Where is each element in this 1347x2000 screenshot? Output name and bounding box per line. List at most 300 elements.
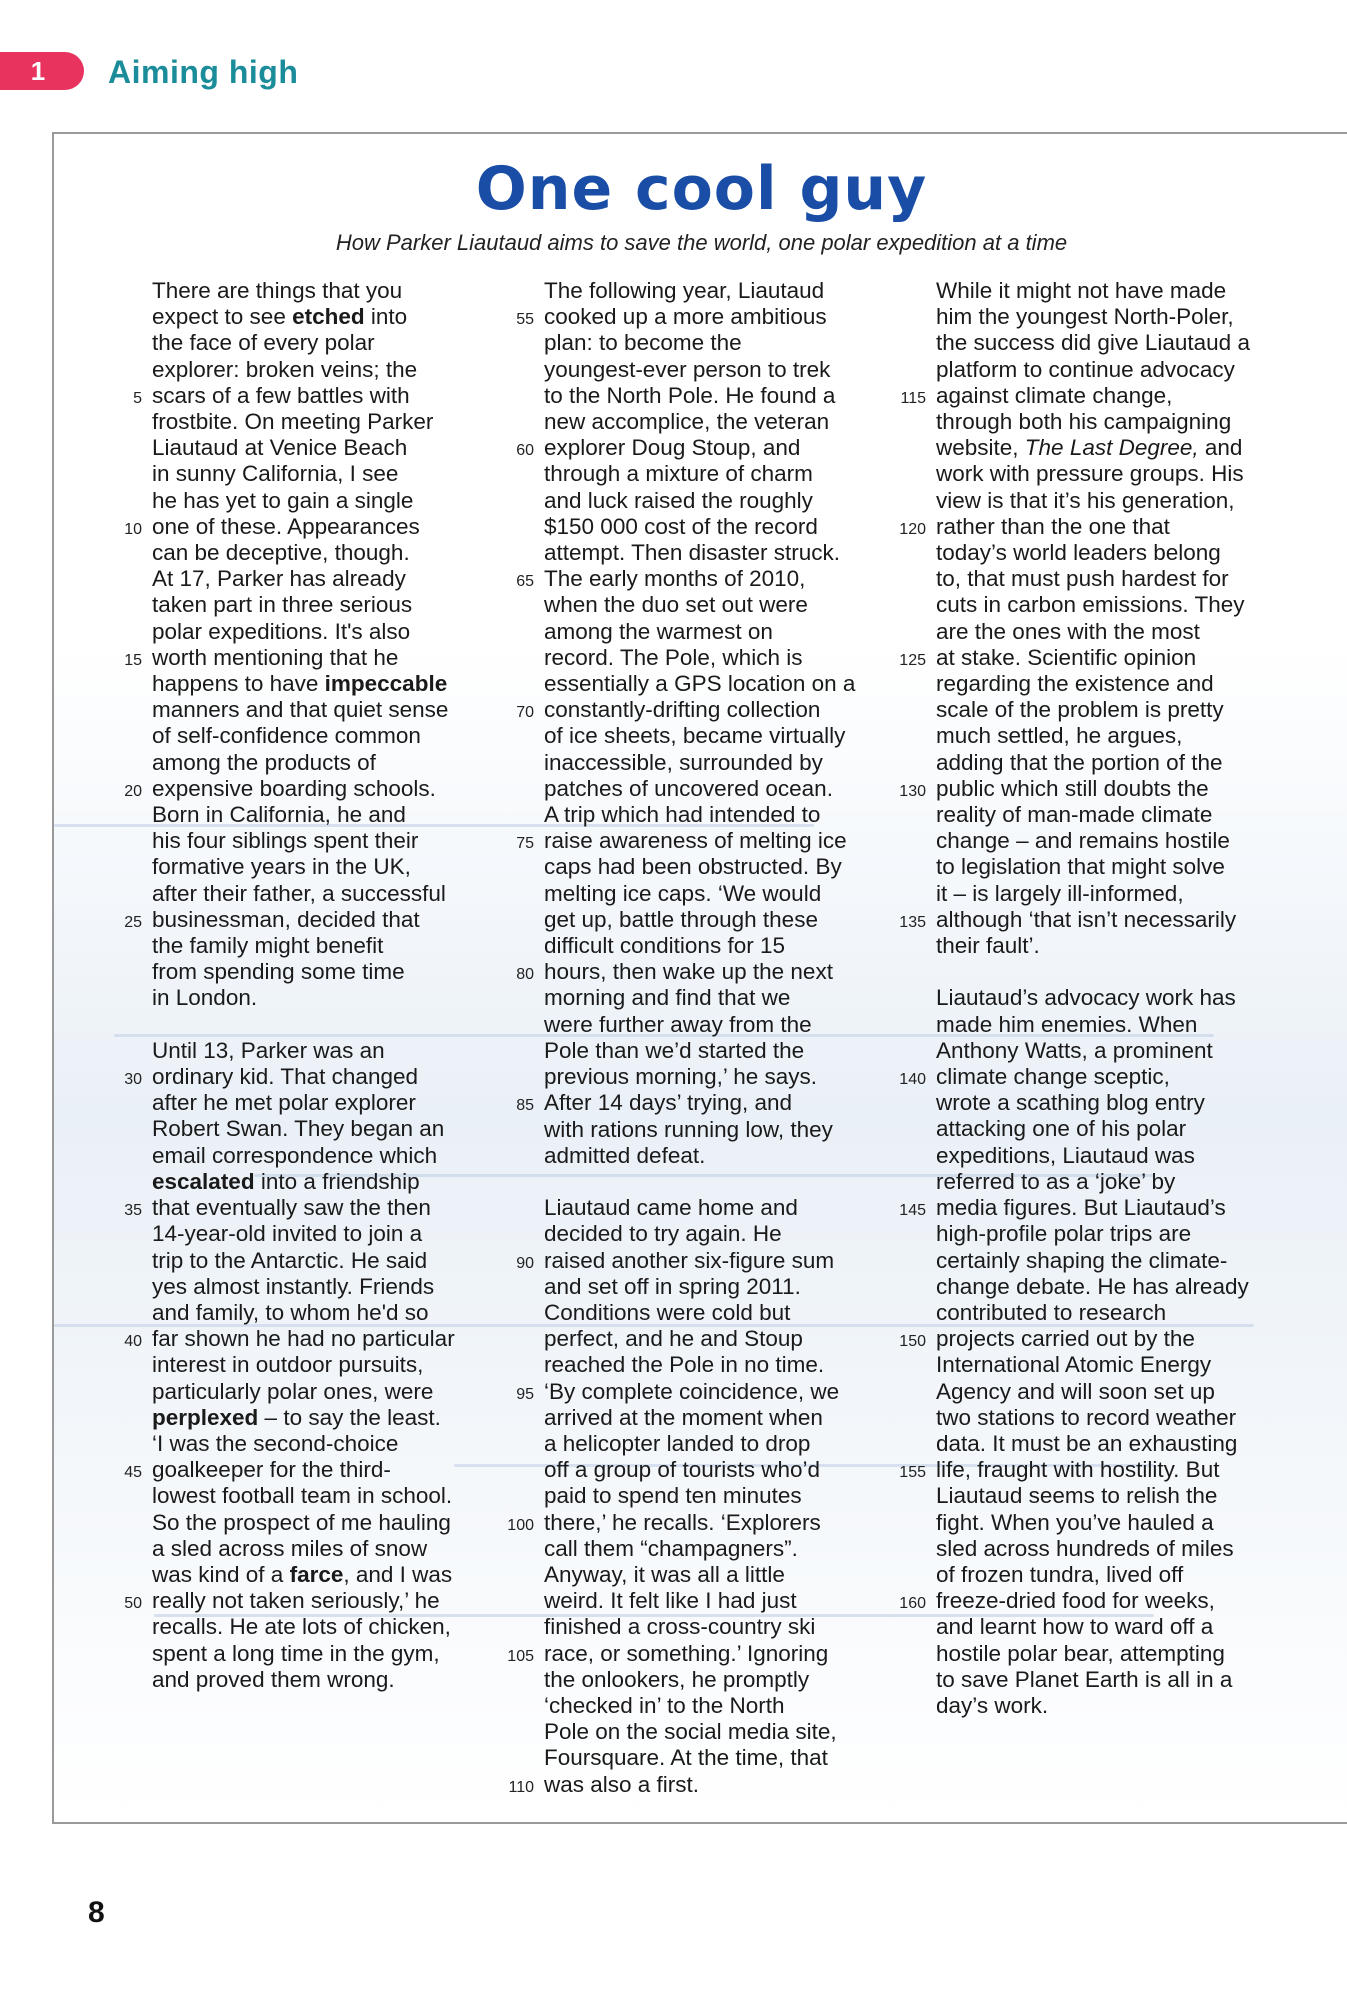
- text-line: [936, 1562, 1276, 1588]
- text-line: [899, 1326, 1276, 1352]
- line-number: 15: [124, 651, 142, 669]
- line-text: the family might benefit: [152, 933, 384, 959]
- text-line: [152, 1510, 492, 1536]
- line-number: 100: [507, 1516, 534, 1534]
- text-line: [544, 1536, 884, 1562]
- line-number: 80: [516, 966, 534, 984]
- line-text: goalkeeper for the third-: [152, 1457, 391, 1483]
- line-text: and luck raised the roughly: [544, 487, 813, 513]
- paragraph-gap: [544, 1169, 884, 1195]
- text-line: [152, 1221, 492, 1247]
- line-text: after their father, a successful: [152, 880, 446, 906]
- line-number: 35: [124, 1202, 142, 1220]
- line-text: him the youngest North-Poler,: [936, 304, 1234, 330]
- text-line: [899, 1195, 1276, 1221]
- text-line: [936, 1090, 1276, 1116]
- text-line: [152, 1431, 492, 1457]
- line-number: 105: [507, 1647, 534, 1665]
- text-line: [152, 435, 492, 461]
- line-text: today’s world leaders belong: [936, 540, 1221, 566]
- line-number: 10: [124, 520, 142, 538]
- text-line: [936, 1483, 1276, 1509]
- line-number: 120: [899, 520, 926, 538]
- line-text: Foursquare. At the time, that: [544, 1745, 828, 1771]
- text-line: [516, 959, 884, 985]
- vocabulary-word: perplexed: [152, 1404, 259, 1430]
- text-line: [544, 723, 884, 749]
- text-line: [936, 1352, 1276, 1378]
- line-text: $150 000 cost of the record: [544, 513, 818, 539]
- line-text: off a group of tourists who’d: [544, 1457, 820, 1483]
- text-line: [544, 1405, 884, 1431]
- text-line: [152, 671, 492, 697]
- line-text: Born in California, he and: [152, 802, 406, 828]
- line-text: ‘By complete coincidence, we: [544, 1378, 840, 1404]
- text-line: [544, 540, 884, 566]
- article-column-3: [899, 278, 1276, 1719]
- text-line: [152, 1143, 492, 1169]
- line-text: certainly shaping the climate-: [936, 1247, 1228, 1273]
- line-text: climate change sceptic,: [936, 1064, 1170, 1090]
- text-line: [544, 1300, 884, 1326]
- text-line: [544, 933, 884, 959]
- line-text: raised another six-figure sum: [544, 1247, 835, 1273]
- text-line: [544, 592, 884, 618]
- line-text: arrived at the moment when: [544, 1404, 823, 1430]
- article-column-2: [507, 278, 884, 1798]
- line-text: their fault’.: [936, 933, 1040, 959]
- line-text: lowest football team in school.: [152, 1483, 453, 1509]
- line-number: 85: [516, 1097, 534, 1115]
- text-line: [544, 357, 884, 383]
- text-line: [899, 775, 1276, 802]
- line-text: to legislation that might solve: [936, 854, 1225, 880]
- line-text: previous morning,’ he says.: [544, 1064, 818, 1090]
- line-text: ‘checked in’ to the North: [544, 1692, 785, 1718]
- text-line: [507, 1509, 884, 1536]
- text-line: [544, 645, 884, 671]
- line-text: manners and that quiet sense: [152, 697, 449, 723]
- line-text: regarding the existence and: [936, 671, 1214, 697]
- article-standfirst: How Parker Liautaud aims to save the world, one polar expedition at a time: [335, 230, 1068, 255]
- line-text: when the duo set out were: [544, 592, 808, 618]
- vocabulary-word: farce: [289, 1561, 344, 1587]
- text-line: [936, 330, 1276, 356]
- text-line: [544, 1038, 884, 1064]
- line-text: rather than the one that: [936, 513, 1170, 539]
- text-line: [152, 750, 492, 776]
- text-line: [544, 514, 884, 540]
- unit-title: Aiming high: [108, 54, 299, 90]
- line-text: there,’ he recalls. ‘Explorers: [544, 1509, 821, 1535]
- text-line: [152, 409, 492, 435]
- line-text: much settled, he argues,: [936, 723, 1183, 749]
- line-text: to save Planet Earth is all in a: [936, 1666, 1233, 1692]
- text-line: [516, 828, 884, 854]
- text-line: [936, 1379, 1276, 1405]
- line-text: to, that must push hardest for: [936, 566, 1229, 592]
- line-text: scale of the problem is pretty: [936, 697, 1224, 723]
- line-text: platform to continue advocacy: [936, 356, 1235, 382]
- line-number: 70: [516, 704, 534, 722]
- line-text: high-profile polar trips are: [936, 1221, 1192, 1247]
- line-text: Pole on the social media site,: [544, 1719, 837, 1745]
- line-number: 65: [516, 573, 534, 591]
- line-number: 30: [124, 1071, 142, 1089]
- text-line: [936, 488, 1276, 514]
- text-line: [152, 1562, 492, 1588]
- line-number: 55: [516, 311, 534, 329]
- line-text: ordinary kid. That changed: [152, 1064, 419, 1090]
- text-line: [936, 1405, 1276, 1431]
- line-text: view is that it’s his generation,: [936, 487, 1235, 513]
- text-line: [152, 488, 492, 514]
- line-text: interest in outdoor pursuits,: [152, 1352, 424, 1378]
- line-text: Anyway, it was all a little: [544, 1561, 785, 1587]
- line-text: in London.: [152, 985, 258, 1011]
- line-text: record. The Pole, which is: [544, 644, 803, 670]
- line-text: to the North Pole. He found a: [544, 382, 836, 408]
- text-line: [544, 671, 884, 697]
- line-text: that eventually saw the then: [152, 1195, 431, 1221]
- text-line: [936, 881, 1276, 907]
- text-line: [544, 278, 884, 304]
- text-line: [936, 357, 1276, 383]
- text-line: [124, 1195, 492, 1221]
- text-line: [936, 1667, 1276, 1693]
- line-text: among the warmest on: [544, 618, 773, 644]
- article-column-1: [124, 278, 492, 1693]
- text-line: [152, 723, 492, 749]
- text-line: [936, 697, 1276, 723]
- text-line: [152, 1483, 492, 1509]
- line-text: he has yet to gain a single: [152, 487, 414, 513]
- line-text: morning and find that we: [544, 985, 791, 1011]
- line-number: 130: [899, 782, 926, 800]
- line-text: After 14 days’ trying, and: [544, 1090, 793, 1116]
- line-text: one of these. Appearances: [152, 513, 420, 539]
- line-text: explorer: broken veins; the: [152, 356, 418, 382]
- line-text: of ice sheets, became virtually: [544, 723, 846, 749]
- line-text: inaccessible, surrounded by: [544, 749, 823, 775]
- line-text: and learnt how to ward off a: [936, 1614, 1214, 1640]
- text-line: [152, 304, 492, 330]
- line-text: although ‘that isn’t necessarily: [936, 906, 1237, 932]
- line-text: freeze-dried food for weeks,: [936, 1588, 1215, 1614]
- text-line: [152, 881, 492, 907]
- line-text: recalls. He ate lots of chicken,: [152, 1614, 451, 1640]
- line-text: businessman, decided that: [152, 906, 420, 932]
- line-number: 160: [899, 1595, 926, 1613]
- line-text: against climate change,: [936, 382, 1173, 408]
- line-text: melting ice caps. ‘We would: [544, 880, 822, 906]
- text-line: [544, 1195, 884, 1221]
- page-number: 8: [88, 1896, 105, 1929]
- line-text: day’s work.: [936, 1692, 1049, 1718]
- line-text: taken part in three serious: [152, 592, 413, 618]
- text-line: [544, 1143, 884, 1169]
- text-line: [544, 1221, 884, 1247]
- text-line: [152, 619, 492, 645]
- text-line: [936, 1536, 1276, 1562]
- line-text: raise awareness of melting ice: [544, 828, 847, 854]
- line-number: 95: [516, 1385, 534, 1403]
- text-line: [508, 1771, 884, 1798]
- text-line: [936, 671, 1276, 697]
- text-line: [936, 723, 1276, 749]
- text-line: [544, 1614, 884, 1640]
- line-text: happens to have impeccable: [152, 671, 448, 697]
- text-line: [152, 854, 492, 880]
- text-line: [152, 1352, 492, 1378]
- line-number: 110: [508, 1778, 534, 1796]
- text-line: [936, 592, 1276, 618]
- text-line: [936, 828, 1276, 854]
- text-line: [124, 1326, 492, 1352]
- line-text: among the products of: [152, 749, 376, 775]
- text-line: [152, 1274, 492, 1300]
- text-line: [544, 854, 884, 880]
- text-line: [152, 1641, 492, 1667]
- text-line: [152, 1405, 492, 1431]
- line-text: change – and remains hostile: [936, 828, 1230, 854]
- line-text: through both his campaigning: [936, 409, 1232, 435]
- text-line: [507, 1640, 884, 1667]
- text-line: [544, 1693, 884, 1719]
- line-number: 20: [124, 782, 142, 800]
- line-text: hours, then wake up the next: [544, 959, 833, 985]
- text-line: [516, 1247, 884, 1274]
- line-text: formative years in the UK,: [152, 854, 411, 880]
- line-text: adding that the portion of the: [936, 749, 1223, 775]
- text-line: [544, 1483, 884, 1509]
- line-text: the success did give Liautaud a: [936, 330, 1250, 356]
- text-line: [936, 304, 1276, 330]
- line-text: The following year, Liautaud: [544, 278, 825, 303]
- line-text: his four siblings spent their: [152, 828, 419, 854]
- line-text: reached the Pole in no time.: [544, 1352, 825, 1378]
- line-number: 145: [899, 1202, 926, 1220]
- text-line: [544, 881, 884, 907]
- line-number: 60: [516, 442, 534, 460]
- line-text: So the prospect of me hauling: [152, 1509, 451, 1535]
- line-text: Robert Swan. They began an: [152, 1116, 445, 1142]
- line-text: Until 13, Parker was an: [152, 1037, 385, 1063]
- text-line: [936, 566, 1276, 592]
- line-text: fight. When you’ve hauled a: [936, 1509, 1214, 1535]
- line-text: paid to spend ten minutes: [544, 1483, 802, 1509]
- line-text: expensive boarding schools.: [152, 775, 436, 801]
- text-line: [152, 1090, 492, 1116]
- line-text: While it might not have made: [936, 278, 1227, 303]
- line-text: it – is largely ill-informed,: [936, 880, 1184, 906]
- text-line: [152, 1169, 492, 1195]
- text-line: [936, 1248, 1276, 1274]
- text-line: [544, 985, 884, 1011]
- line-text: can be deceptive, though.: [152, 540, 410, 566]
- text-line: [152, 985, 492, 1011]
- text-line: [936, 1641, 1276, 1667]
- line-text: patches of uncovered ocean.: [544, 775, 833, 801]
- text-line: [936, 1693, 1276, 1719]
- line-text: plan: to become the: [544, 330, 742, 356]
- line-text: data. It must be an exhausting: [936, 1430, 1238, 1456]
- line-text: Liautaud seems to relish the: [936, 1483, 1218, 1509]
- text-line: [936, 1300, 1276, 1326]
- text-line: [544, 1719, 884, 1745]
- line-text: perfect, and he and Stoup: [544, 1326, 803, 1352]
- text-line: [516, 435, 884, 461]
- line-text: two stations to record weather: [936, 1404, 1237, 1430]
- line-text: with rations running low, they: [544, 1116, 833, 1142]
- text-line: [516, 566, 884, 592]
- text-line: [152, 1038, 492, 1064]
- text-line: [124, 775, 492, 802]
- text-line: [899, 644, 1276, 671]
- line-text: and set off in spring 2011.: [544, 1273, 801, 1299]
- text-line: [544, 330, 884, 356]
- line-number: 90: [516, 1254, 534, 1272]
- line-text: attacking one of his polar: [936, 1116, 1187, 1142]
- line-text: There are things that you: [152, 278, 403, 303]
- text-line: [936, 1116, 1276, 1142]
- line-text: worth mentioning that he: [152, 644, 399, 670]
- line-text: polar expeditions. It's also: [152, 618, 411, 644]
- line-text: were further away from the: [544, 1011, 812, 1037]
- line-text: finished a cross-country ski: [544, 1614, 816, 1640]
- text-line: [152, 540, 492, 566]
- line-text: particularly polar ones, were: [152, 1378, 434, 1404]
- line-text: Conditions were cold but: [544, 1299, 791, 1325]
- text-line: [544, 776, 884, 802]
- text-line: [936, 1012, 1276, 1038]
- line-number: 25: [124, 913, 142, 931]
- text-line: [936, 278, 1276, 304]
- line-number: 45: [124, 1464, 142, 1482]
- line-text: difficult conditions for 15: [544, 933, 785, 959]
- text-line: [152, 592, 492, 618]
- text-line: [152, 1667, 492, 1693]
- text-line: [936, 802, 1276, 828]
- text-line: [516, 304, 884, 330]
- text-line: [516, 1378, 884, 1405]
- line-text: through a mixture of charm: [544, 461, 813, 487]
- line-text: youngest-ever person to trek: [544, 356, 831, 382]
- text-line: [899, 513, 1276, 540]
- line-text: wrote a scathing blog entry: [936, 1090, 1205, 1116]
- line-text: and family, to whom he'd so: [152, 1299, 429, 1325]
- text-line: [544, 488, 884, 514]
- text-line: [124, 1064, 492, 1090]
- line-text: caps had been obstructed. By: [544, 854, 842, 880]
- line-text: life, fraught with hostility. But: [936, 1457, 1220, 1483]
- text-line: [124, 513, 492, 540]
- line-number: 75: [516, 835, 534, 853]
- line-text: essentially a GPS location on a: [544, 671, 856, 697]
- line-text: 14-year-old invited to join a: [152, 1221, 423, 1247]
- text-line: [936, 435, 1276, 461]
- text-line: [152, 1248, 492, 1274]
- line-text: hostile polar bear, attempting: [936, 1640, 1225, 1666]
- text-line: [936, 619, 1276, 645]
- line-text: spent a long time in the gym,: [152, 1640, 440, 1666]
- line-text: Anthony Watts, a prominent: [936, 1037, 1213, 1063]
- line-text: change debate. He has already: [936, 1273, 1249, 1299]
- text-line: [936, 1169, 1276, 1195]
- line-number: 40: [124, 1333, 142, 1351]
- text-line: [124, 906, 492, 933]
- text-line: [152, 566, 492, 592]
- line-text: cuts in carbon emissions. They: [936, 592, 1245, 618]
- text-line: [544, 409, 884, 435]
- line-text: new accomplice, the veteran: [544, 409, 830, 435]
- line-text: cooked up a more ambitious: [544, 304, 827, 330]
- line-text: at stake. Scientific opinion: [936, 644, 1197, 670]
- line-text: scars of a few battles with: [152, 382, 410, 408]
- line-text: explorer Doug Stoup, and: [544, 435, 801, 461]
- line-text: media figures. But Liautaud’s: [936, 1195, 1226, 1221]
- text-line: [936, 409, 1276, 435]
- text-line: [544, 1117, 884, 1143]
- text-line: [900, 382, 1276, 409]
- text-line: [152, 1379, 492, 1405]
- text-line: [544, 907, 884, 933]
- text-line: [124, 1588, 492, 1614]
- text-line: [936, 540, 1276, 566]
- text-line: [899, 1457, 1276, 1483]
- line-text: Liautaud came home and: [544, 1195, 798, 1221]
- text-line: [152, 1116, 492, 1142]
- article-box: [52, 132, 1347, 1824]
- line-text: the onlookers, he promptly: [544, 1666, 810, 1692]
- text-line: [124, 1457, 492, 1483]
- text-line: [544, 619, 884, 645]
- line-text: really not taken seriously,’ he: [152, 1588, 440, 1614]
- line-text: and proved them wrong.: [152, 1666, 395, 1692]
- text-line: [936, 1143, 1276, 1169]
- line-text: email correspondence which: [152, 1142, 438, 1168]
- line-text: trip to the Antarctic. He said: [152, 1247, 428, 1273]
- line-text: in sunny California, I see: [152, 461, 399, 487]
- line-text: get up, battle through these: [544, 906, 818, 932]
- line-text: call them “champagners”.: [544, 1535, 798, 1561]
- line-text: International Atomic Energy: [936, 1352, 1212, 1378]
- text-line: [544, 1745, 884, 1771]
- text-line: [936, 1038, 1276, 1064]
- paragraph-gap: [936, 959, 1276, 985]
- text-line: [544, 750, 884, 776]
- line-text: made him enemies. When: [936, 1011, 1198, 1037]
- line-text: a helicopter landed to drop: [544, 1430, 811, 1456]
- article-headline: One cool guy: [475, 154, 928, 224]
- line-text: after he met polar explorer: [152, 1090, 416, 1116]
- text-line: [544, 802, 884, 828]
- text-line: [544, 1588, 884, 1614]
- line-text: race, or something.’ Ignoring: [544, 1640, 829, 1666]
- line-text: perplexed – to say the least.: [152, 1404, 441, 1430]
- line-number: 135: [899, 913, 926, 931]
- line-text: ‘I was the second-choice: [152, 1430, 399, 1456]
- text-line: [152, 461, 492, 487]
- line-text: Liautaud’s advocacy work has: [936, 985, 1236, 1011]
- line-text: expect to see etched into: [152, 304, 408, 330]
- text-line: [936, 461, 1276, 487]
- text-line: [152, 278, 492, 304]
- text-line: [152, 697, 492, 723]
- line-text: admitted defeat.: [544, 1142, 706, 1168]
- text-line: [544, 1457, 884, 1483]
- line-text: are the ones with the most: [936, 618, 1200, 644]
